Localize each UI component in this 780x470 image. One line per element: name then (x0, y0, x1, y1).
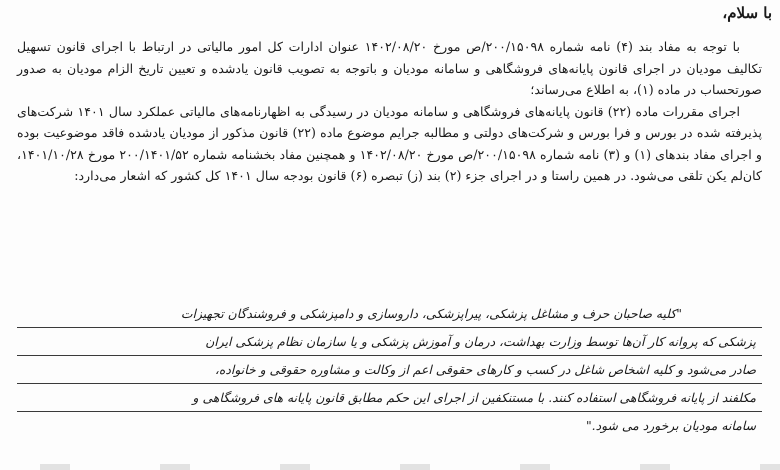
quote-line-5: سامانه مودیان برخورد می شود." (585, 418, 756, 433)
paragraph-1 (17, 36, 762, 101)
paragraph-2 (17, 101, 762, 187)
letter-body (17, 36, 762, 187)
paragraph-2-line-2: عملکرد سال ۱۴۰۱ شرکت‌های پذیرفته شده در بورس و فرا بورس و شرکت‌های دولتی و مطالبه جرایم (17, 103, 762, 140)
paragraph-2-line-3: موضوع ماده (۲۲) قانون مذکور از مودیان یادشده فاقد موضوعیت بوده و اجرای مفاد بندهای (۱) و (۳) نامه (17, 125, 762, 162)
cut-off-next-line (0, 464, 780, 470)
paragraph-1-line-2: در ارتباط با اجرای قانون تسهیل تکالیف مودیان در اجرای قانون پایانه‌های فروشگاهی و سامانه مودیان و باتوجه (17, 39, 762, 76)
quote-line-3: صادر می‌شود و کلیه اشخاص شاغل در کسب و کارهای حقوقی اعم از وکالت و مشاوره حقوقی و خانواده، (17, 356, 762, 384)
quote-line-1: "کلیه صاحبان حرف و مشاغل پزشکی، پیراپزشکی، داروسازی و دامپزشکی و فروشندگان تجهیزات (17, 300, 762, 328)
paragraph-2-line-1: اجرای مقررات ماده (۲۲) قانون پایانه‌های فروشگاهی و سامانه مودیان در رسیدگی به اظهارنامه‌های مالیاتی (179, 103, 740, 119)
paragraph-2-line-4: شماره ۲۰۰/۱۵۰۹۸/ص مورخ ۱۴۰۲/۰۸/۲۰ و همچنین مفاد بخشنامه شماره ۲۰۰/۱۴۰۱/۵۲ مورخ (87, 146, 575, 162)
quote-line-4: مکلفند از پایانه فروشگاهی استفاده کنند. با مستنکفین از اجرای این حکم مطابق قانون پایانه های فروشگاهی و (17, 384, 762, 412)
paragraph-2-line-6: سال ۱۴۰۱ کل کشور که اشعار می‌دارد: (74, 168, 280, 183)
greeting: با سلام، (722, 4, 772, 22)
paragraph-1-line-3: به تصویب قانون یادشده و تعیین تاریخ الزام مودیان به صدور صورتحساب در ماده (۱)، به اطلاع می‌رساند؛ (17, 60, 762, 97)
quoted-budget-clause (17, 300, 762, 439)
paragraph-1-line-1: با توجه به مفاد بند (۴) نامه شماره ۲۰۰/۱۵۰۹۸/ص مورخ ۱۴۰۲/۰۸/۲۰ عنوان ادارات کل امور مالیاتی (197, 39, 740, 54)
paragraph-2-line-5: ۱۴۰۱/۱۰/۲۸، کان‌لم یکن تلقی می‌شود. در همین راستا و در اجرای جزء (۲) بند (ز) تبصره (۶) قانون بودجه (17, 146, 762, 183)
quote-line-2: پزشکی که پروانه کار آن‌ها توسط وزارت بهداشت، درمان و آموزش پزشکی و یا سازمان نظام پزشکی ایران (17, 328, 762, 356)
